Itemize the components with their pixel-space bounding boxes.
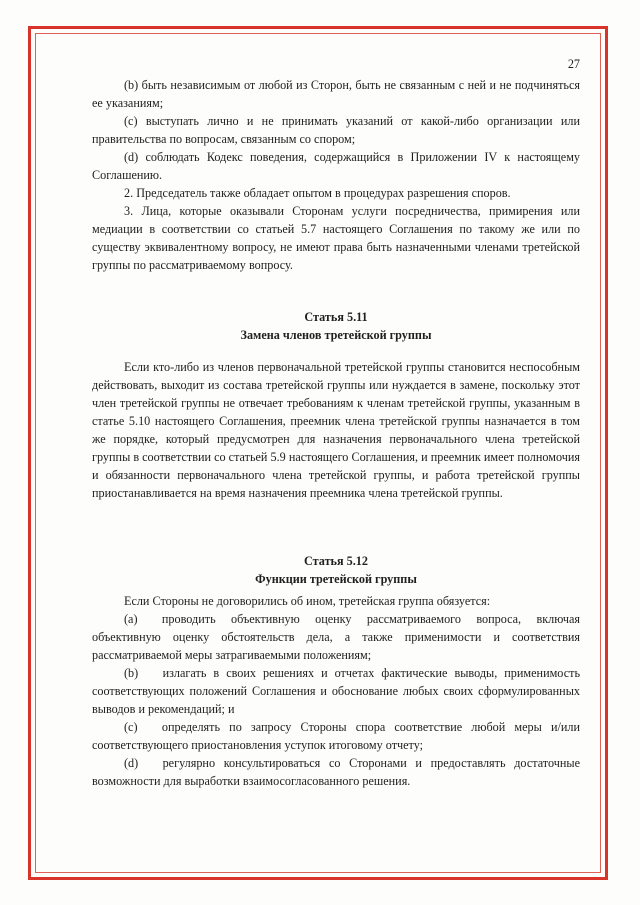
- paragraph: (d) соблюдать Кодекс поведения, содержащийся в Приложении IV к настоящему Соглашению.: [92, 150, 580, 182]
- list-item-b: (b) излагать в своих решениях и отчетах фактические выводы, применимость соответствующих положений Соглашения и обоснование любых своих сформулированных выводов и рекомендаций; и: [92, 666, 580, 716]
- page-number: 27: [567, 57, 580, 71]
- paragraph: 3. Лица, которые оказывали Сторонам услуги посредничества, примирения или медиации в соответствии со статьей 5.7 настоящего Соглашения по такому же или по существу эквивалентному вопросу, не имеют права быть назначенными членами третейской группы по рассматриваемому вопросу.: [92, 204, 580, 272]
- paragraph: Если Стороны не договорились об ином, третейская группа обязуется:: [124, 594, 491, 608]
- list-item-d: (d) регулярно консультироваться со Сторонами и предоставлять достаточные возможности для выработки взаимосогласованного решения.: [92, 756, 580, 788]
- article-5-12-title: Функции третейской группы: [255, 572, 417, 586]
- paragraph: 2. Председатель также обладает опытом в процедурах разрешения споров.: [124, 186, 511, 200]
- article-5-12-number: Статья 5.12: [304, 554, 368, 568]
- paragraph: (c) выступать лично и не принимать указаний от какой-либо организации или правительства по вопросам, связанным со спором;: [92, 114, 580, 146]
- article-5-11-title: Замена членов третейской группы: [240, 328, 432, 342]
- paragraph: Если кто-либо из членов первоначальной третейской группы становится неспособным действовать, выходит из состава третейской группы или нуждается в замене, поскольку этот член третейской группы не отвечает требованиям к членам третейской группы, указанным в статье 5.10 настоящего Соглашения, преемник члена третейской группы назначается в том же порядке, который предусмотрен для назначения первоначального члена третейской группы в соответствии со статьей 5.9 настоящего Соглашения, и преемник имеет полномочия и обязанности первоначального члена третейской группы, и работа третейской группы приостанавливается на время назначения преемника члена третейской группы.: [92, 360, 580, 500]
- article-5-11-number: Статья 5.11: [304, 310, 368, 324]
- list-item-c: (c) определять по запросу Стороны спора соответствие любой меры и/или соответствующего приостановления уступок итоговому отчету;: [92, 720, 580, 752]
- list-item-a: (a) проводить объективную оценку рассматриваемого вопроса, включая объективную оценку обстоятельств дела, а также применимости и соответствия рассматриваемой меры затрагиваемыми положениям;: [92, 612, 580, 662]
- page-content: [92, 56, 580, 790]
- paragraph: (b) быть независимым от любой из Сторон, быть не связанным с ней и не подчиняться ее указаниям;: [92, 78, 580, 110]
